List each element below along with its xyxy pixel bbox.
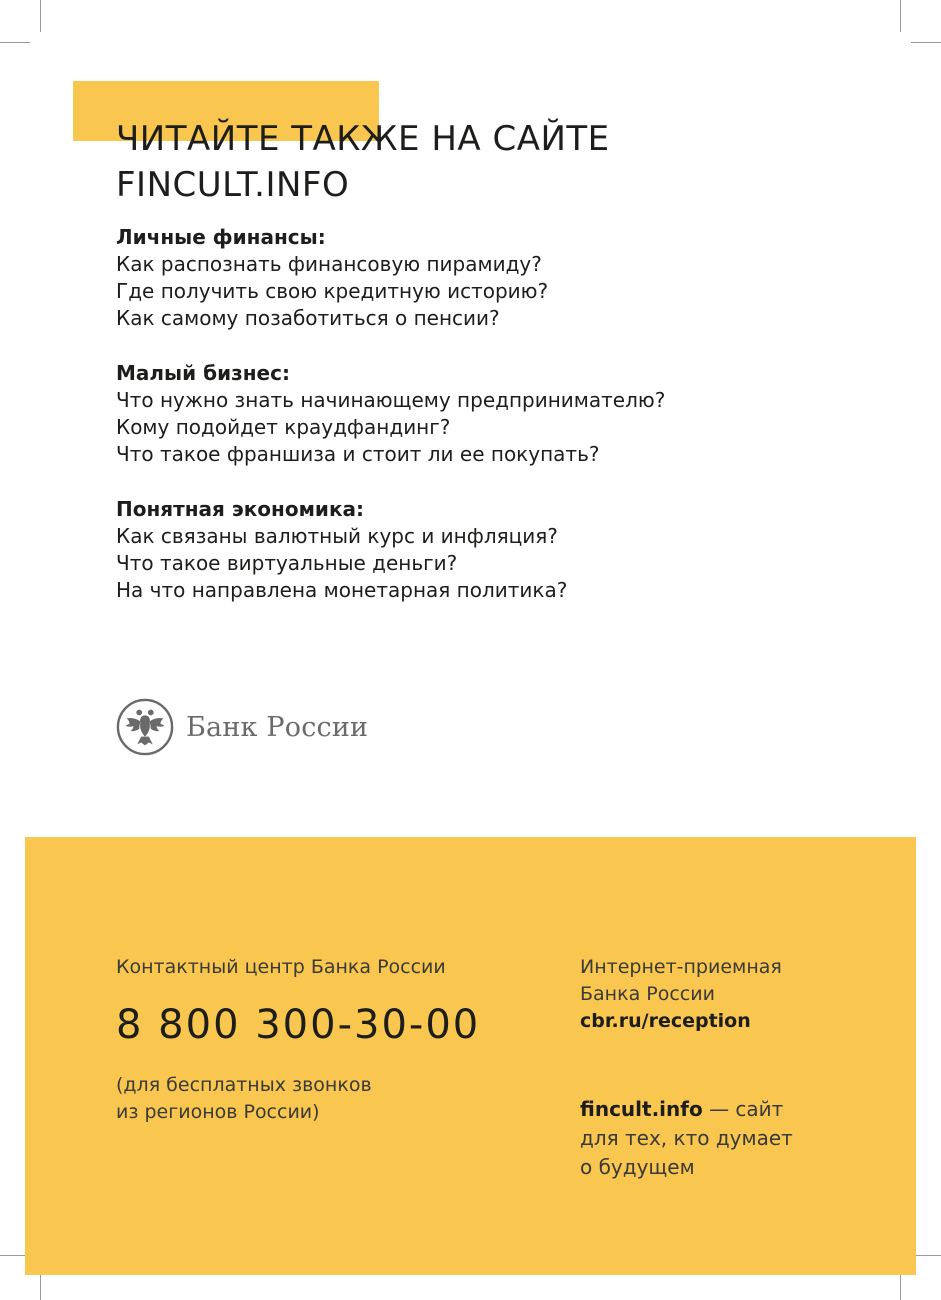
contact-label: Контактный центр Банка России — [116, 956, 446, 978]
fincult-tagline — [580, 1095, 900, 1182]
crop-mark — [0, 42, 30, 43]
fincult-link[interactable]: fincult.info — [580, 1097, 703, 1121]
topic-link[interactable]: Как распознать финансовую пирамиду? — [116, 252, 542, 276]
topic-link[interactable]: Что нужно знать начинающему предпринимателю? — [116, 388, 666, 412]
fincult-tagline-line: о будущем — [580, 1155, 695, 1179]
online-reception-block — [580, 954, 900, 1182]
page-title — [116, 116, 610, 208]
page-title-line2: FINCULT.INFO — [116, 165, 350, 205]
crop-mark — [40, 0, 41, 32]
topic-link[interactable]: Как самому позаботиться о пенсии? — [116, 306, 500, 330]
reception-label-line: Интернет-приемная — [580, 956, 782, 978]
double-headed-eagle-icon — [116, 698, 174, 756]
fincult-tagline-text: — сайт — [702, 1097, 784, 1121]
topics-list — [116, 224, 756, 632]
phone-note — [116, 1072, 480, 1126]
reception-link[interactable]: cbr.ru/reception — [580, 1010, 751, 1032]
section-heading: Понятная экономика: — [116, 497, 365, 521]
topic-link[interactable]: Как связаны валютный курс и инфляция? — [116, 524, 558, 548]
phone-note-line: (для бесплатных звонков — [116, 1074, 372, 1096]
topic-link[interactable]: Что такое франшиза и стоит ли ее покупать? — [116, 442, 600, 466]
phone-number[interactable]: 8 800 300-30-00 — [116, 1002, 481, 1048]
fincult-tagline-line: для тех, кто думает — [580, 1126, 793, 1150]
bank-of-russia-logo — [116, 698, 368, 756]
crop-mark — [900, 0, 901, 32]
reception-label-line: Банка России — [580, 983, 715, 1005]
topic-link[interactable]: Кому подойдет краудфандинг? — [116, 415, 451, 439]
page-title-line1: ЧИТАЙТЕ ТАКЖЕ НА САЙТЕ — [116, 119, 610, 159]
section-heading: Малый бизнес: — [116, 361, 290, 385]
topic-link[interactable]: На что направлена монетарная политика? — [116, 578, 568, 602]
topic-section-personal-finance — [116, 224, 756, 332]
topic-section-small-business — [116, 360, 756, 468]
contact-block — [116, 954, 480, 1126]
logo-text: Банк России — [186, 711, 369, 743]
footer-panel — [25, 837, 916, 1275]
topic-link[interactable]: Что такое виртуальные деньги? — [116, 551, 458, 575]
section-heading: Личные финансы: — [116, 225, 326, 249]
topic-link[interactable]: Где получить свою кредитную историю? — [116, 279, 549, 303]
fincult-tagline-line — [580, 1095, 900, 1124]
topic-section-economics — [116, 496, 756, 604]
crop-mark — [911, 42, 941, 43]
phone-note-line: из регионов России) — [116, 1101, 320, 1123]
